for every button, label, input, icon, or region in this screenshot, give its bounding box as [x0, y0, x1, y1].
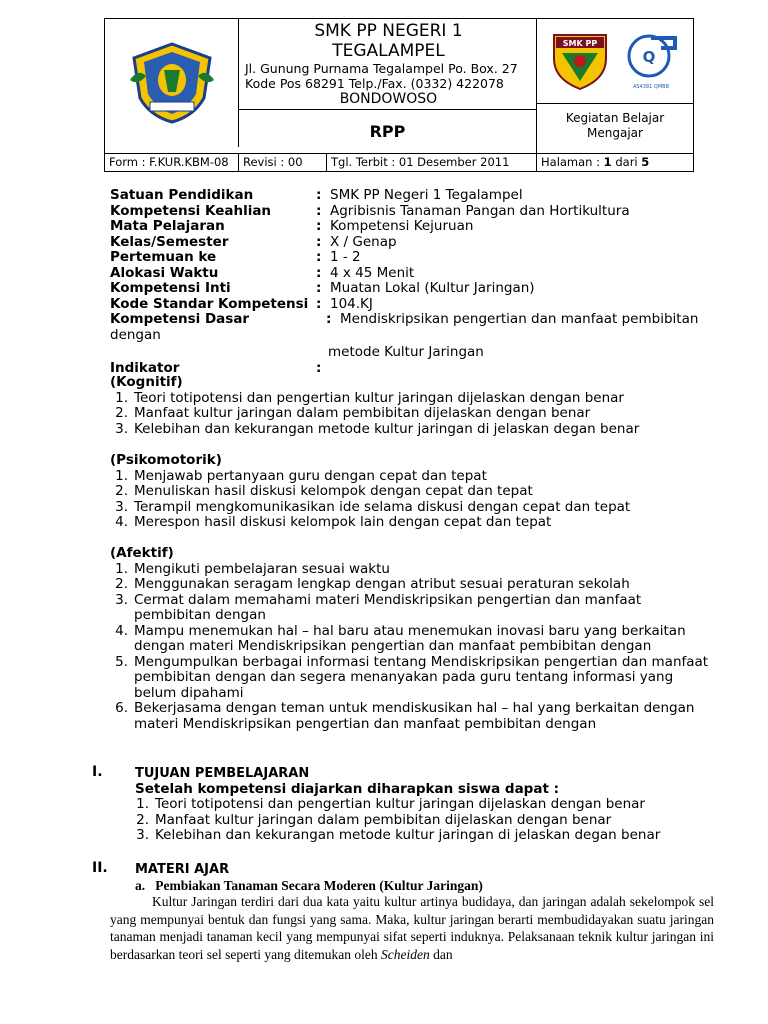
identity-row: Kode Standar Kompetensi : 104.KJ [110, 295, 373, 312]
address-line2: Kode Pos 68291 Telp./Fax. (0332) 422078 [245, 76, 504, 91]
logos-cell [537, 19, 693, 153]
afektif-title: (Afektif) [110, 545, 174, 561]
smk-pp-logo-text: SMK PP [562, 39, 597, 48]
materi-section [135, 862, 735, 894]
school-name-line2: TEGALAMPEL [332, 41, 445, 61]
kognitif-section [110, 375, 730, 437]
list-item: 5. Mengumpulkan berbagai informasi tentang Mendiskripsikan pengertian dan manfaat pembibitan dengan dan segera menanyakan pada guru tentang informasi yang belum dipahami [115, 653, 709, 701]
materi-paragraph: Kultur Jaringan terdiri dari dua kata yaitu kultur artinya budidaya, dan jaringan adalah sekelompok sel yang mempunyai bentuk dan fungsi yang sama. Maka, kultur jaringan berarti membudidayakan suatu jaringan tanaman menjadi tanaman kecil yang mempunyai sifat seperti induknya. Pelaksanaan teknik kultur jaringan ini berdasarkan teori sel seperti yang ditemukan oleh Scheiden dan [110, 894, 714, 962]
identity-row: Kelas/Semester : X / Genap [110, 233, 397, 250]
list-item: 3. Cermat dalam memahami materi Mendiskripsikan pengertian dan manfaat pembibitan dengan [115, 591, 642, 623]
page-of: dari [615, 155, 638, 169]
smk-pp-logo-icon [548, 29, 612, 93]
identity-row: Satuan Pendidikan : SMK PP Negeri 1 Tegalampel [110, 187, 523, 203]
activity-label: Kegiatan Belajar Mengajar [537, 103, 693, 147]
list-item: 3. Kelebihan dan kekurangan metode kultur jaringan di jelaskan degan benar [115, 420, 640, 437]
materi-roman: II. [92, 860, 108, 876]
iso-certification-icon [621, 30, 683, 92]
form-info-row [105, 154, 693, 171]
list-item: 2. Manfaat kultur jaringan dalam pembibitan dijelaskan dengan benar [115, 405, 591, 421]
list-item: 1. Teori totipotensi dan pengertian kultur jaringan dijelaskan dengan benar [136, 796, 645, 812]
list-item: 4. Mampu menemukan hal – hal baru atau menemukan inovasi baru yang berkaitan dengan materi Mendiskripsikan pengertian dan manfaat pembibitan dengan [115, 622, 686, 654]
identity-row: Kompetensi Inti : Muatan Lokal (Kultur Jaringan) [110, 280, 535, 296]
afektif-section [110, 546, 710, 732]
list-item: 3. Terampil mengkomunikasikan ide selama diskusi dengan cepat dan tepat [115, 498, 631, 515]
form-number: Form : F.KUR.KBM-08 [105, 154, 239, 171]
materi-subtitle: a. Pembiakan Tanaman Secara Moderen (Kultur Jaringan) [135, 877, 483, 893]
revision: Revisi : 00 [239, 154, 327, 171]
iso-text: AS4381 QMBB [632, 84, 669, 90]
page-info [537, 154, 693, 171]
school-logo-cell [105, 19, 239, 147]
indikator-row: Indikator : [110, 359, 322, 376]
kd-wrap: dengan [110, 326, 161, 343]
svg-text:Q: Q [642, 48, 655, 66]
list-item: 2. Manfaat kultur jaringan dalam pembibitan dijelaskan dengan benar [136, 811, 612, 828]
list-item: 4. Merespon hasil diskusi kelompok lain dengan cepat dan tepat [115, 514, 552, 530]
city: BONDOWOSO [339, 91, 438, 107]
identity-row: Kompetensi Keahlian : Agribisnis Tanaman Pangan dan Hortikultura [110, 202, 630, 219]
school-emblem-icon [124, 40, 220, 126]
identity-row: Alokasi Waktu : 4 x 45 Menit [110, 264, 415, 281]
header-table [104, 18, 694, 172]
kd-cont: metode Kultur Jaringan [328, 344, 484, 360]
tujuan-subtitle: Setelah kompetensi diajarkan diharapkan siswa dapat : [135, 780, 560, 797]
materi-title: MATERI AJAR [135, 862, 230, 877]
kognitif-title: (Kognitif) [110, 374, 183, 390]
identity-row: Mata Pelajaran : Kompetensi Kejuruan [110, 218, 474, 234]
issue-date: Tgl. Terbit : 01 Desember 2011 [327, 154, 537, 171]
school-name-line1: SMK PP NEGERI 1 [314, 21, 463, 41]
tujuan-title: TUJUAN PEMBELAJARAN [135, 766, 310, 781]
list-item: 2. Menuliskan hasil diskusi kelompok dengan cepat dan tepat [115, 483, 533, 499]
page-total: 5 [641, 155, 650, 169]
list-item: 1. Mengikuti pembelajaran sesuai waktu [115, 560, 390, 577]
school-info-cell [239, 19, 537, 153]
kd-row: Kompetensi Dasar : Mendiskripsikan pengertian dan manfaat pembibitan [110, 311, 699, 327]
address-line1: Jl. Gunung Purnama Tegalampel Po. Box. 27 [245, 61, 518, 76]
header-top-row [105, 19, 693, 154]
psikomotorik-section [110, 453, 730, 531]
list-item: 6. Bekerjasama dengan teman untuk mendiskusikan hal – hal yang berkaitan dengan materi Mendiskripsikan pengertian dan manfaat pembibitan dengan [115, 700, 695, 732]
page-label: Halaman : [541, 155, 601, 169]
tujuan-roman: I. [92, 764, 103, 780]
list-item: 3. Kelebihan dan kekurangan metode kultur jaringan di jelaskan degan benar [136, 827, 661, 843]
list-item: 1. Menjawab pertanyaan guru dengan cepat dan tepat [115, 467, 487, 484]
identity-section [110, 188, 730, 376]
identity-row: Pertemuan ke : 1 - 2 [110, 249, 361, 265]
page-number: 1 [603, 155, 612, 169]
tujuan-section [135, 766, 735, 844]
list-item: 2. Menggunakan seragam lengkap dengan atribut sesuai peraturan sekolah [115, 576, 630, 592]
doc-type: RPP [239, 109, 536, 153]
list-item: 1. Teori totipotensi dan pengertian kultur jaringan dijelaskan dengan benar [115, 389, 624, 406]
psikomotorik-title: (Psikomotorik) [110, 452, 222, 468]
